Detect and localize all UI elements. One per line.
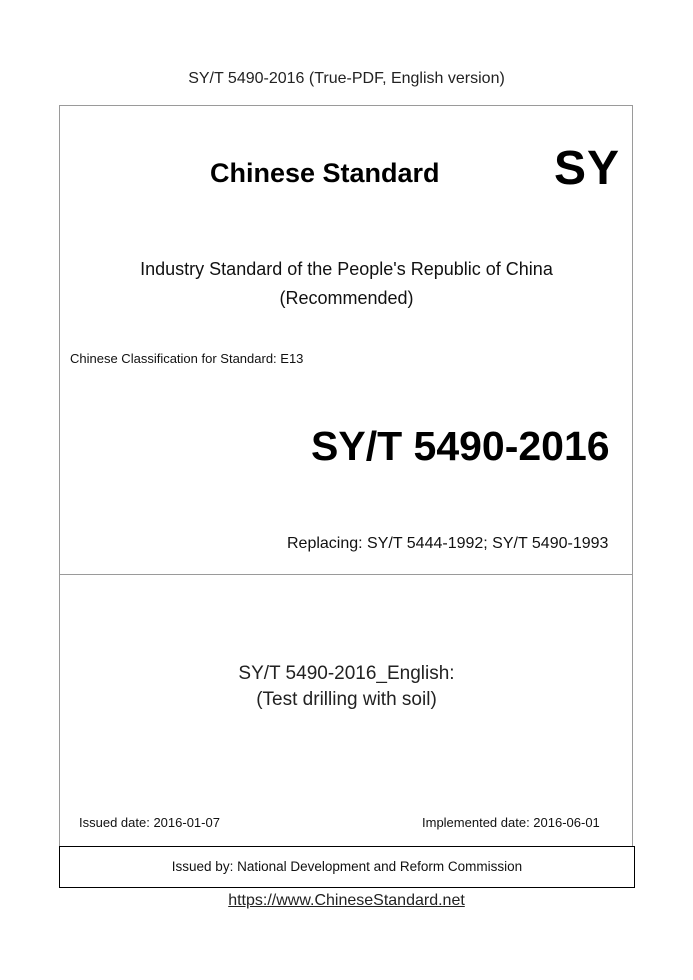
implemented-date: Implemented date: 2016-06-01 [422, 815, 600, 830]
footer [0, 892, 693, 910]
document-header: SY/T 5490-2016 (True-PDF, English version) [188, 70, 505, 87]
standard-label: Chinese Standard [210, 158, 440, 188]
website-link[interactable]: https://www.ChineseStandard.net [228, 892, 465, 909]
classification-text: Chinese Classification for Standard: E13 [70, 351, 304, 366]
issuer-box [59, 846, 635, 888]
issuer-text: Issued by: National Development and Reform Commission [171, 859, 523, 874]
issued-date: Issued date: 2016-01-07 [79, 815, 220, 830]
english-title-line-1: SY/T 5490-2016_English: [238, 663, 455, 684]
standard-code-mark: SY [554, 142, 621, 195]
english-title-line-2: (Test drilling with soil) [256, 689, 437, 710]
industry-standard-line: Industry Standard of the People's Republic of China [140, 259, 553, 279]
recommended-line: (Recommended) [279, 288, 414, 308]
replacing-text: Replacing: SY/T 5444-1992; SY/T 5490-1993 [287, 535, 609, 552]
document-number: SY/T 5490-2016 [311, 423, 610, 469]
